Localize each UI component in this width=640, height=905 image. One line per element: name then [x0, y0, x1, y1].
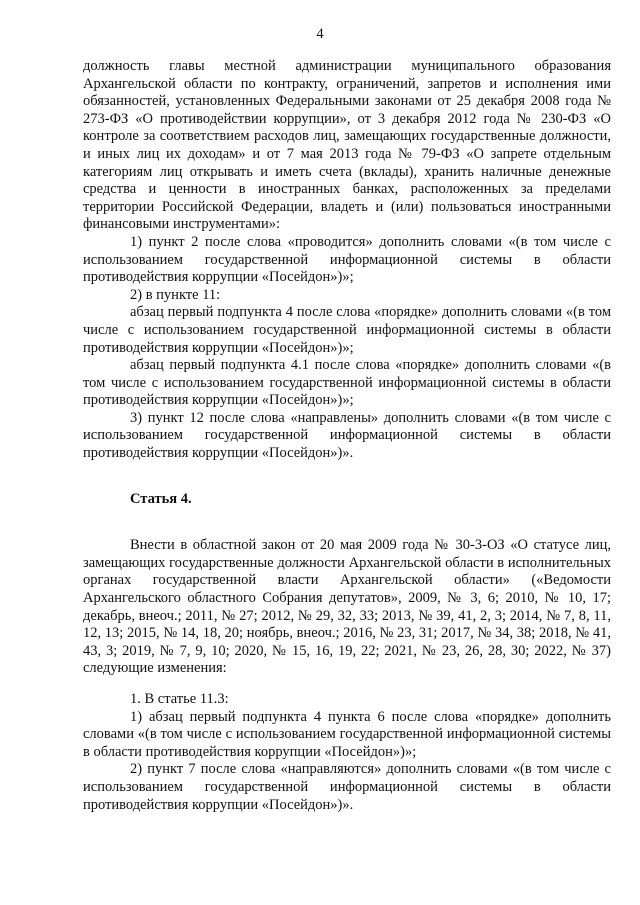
paragraph-article-4-intro: Внести в областной закон от 20 мая 2009 года № 30-3-ОЗ «О статусе лиц, замещающих государственные должности Архангельской области в исполнительных органах государственной власти Архангельской области» («Ведомости Архангельского областного Собрания депутатов», 2009, № 3, 6; 2010, № 10, 17; декабрь, внеоч.; 2011, № 27; 2012, № 29, 32, 33; 2013, № 39, 41, 2, 3; 2014, № 7, 8, 11, 12, 13; 2015, № 14, 18, 20; ноябрь, внеоч.; 2016, № 23, 31; 2017, № 34, 38; 2018, № 41, 43, 3; 2019, № 7, 9, 10; 2020, № 15, 16, 19, 22; 2021, № 23, 26, 28, 30; 2022, № 37) следующие изменения: [83, 537, 611, 677]
spacer [83, 678, 611, 691]
paragraph-item-3: 3) пункт 12 после слова «направлены» дополнить словами «(в том числе с использованием государственной информационной системы в области противодействия коррупции «Посейдон»)». [83, 409, 611, 462]
paragraph-subitem-4-1: абзац первый подпункта 4.1 после слова «порядке» дополнить словами «(в том числе с использованием государственной информационной системы в области противодействия коррупции «Посейдон»)»; [83, 357, 611, 409]
page-number: 4 [316, 26, 324, 42]
paragraph-section-1: 1. В статье 11.3: [130, 691, 229, 707]
paragraph-item-1: 1) пункт 2 после слова «проводится» дополнить словами «(в том числе с использованием государственной информационной системы в области противодействия коррупции «Посейдон»)»; [83, 233, 611, 286]
paragraph-continuation: должность главы местной администрации муниципального образования Архангельской области по контракту, ограничений, запретов и исполнения ими обязанностей, установленных Федеральными законами от 25 декабря 2008 года № 273-ФЗ «О противодействии коррупции», от 3 декабря 2012 года № 230-ФЗ «О контроле за соответствием расходов лиц, замещающих государственные должности, и иных лиц их доходам» и от 7 мая 2013 года № 79-ФЗ «О запрете отдельным категориям лиц открывать и иметь счета (вклады), хранить наличные денежные средства и ценности в иностранных банках, расположенных за пределами территории Российской Федерации, владеть и (или) пользоваться иностранными финансовыми инструментами»: [83, 58, 611, 233]
paragraph-item-2: 2) в пункте 11: [130, 286, 221, 303]
article-heading: Статья 4. [130, 490, 192, 507]
document-body [83, 58, 611, 814]
paragraph-subitem-4: абзац первый подпункта 4 после слова «порядке» дополнить словами «(в том числе с использованием государственной информационной системы в области противодействия коррупции «Посейдон»)»; [83, 304, 611, 356]
paragraph-section-1-item-1: 1) абзац первый подпункта 4 пункта 6 после слова «порядке» дополнить словами «(в том числе с использованием государственной информационной системы в области противодействия коррупции «Посейдон»)»; [83, 708, 611, 760]
paragraph-section-1-item-2: 2) пункт 7 после слова «направляются» дополнить словами «(в том числе с использованием государственной информационной системы в области противодействия коррупции «Посейдон»)». [83, 761, 611, 813]
